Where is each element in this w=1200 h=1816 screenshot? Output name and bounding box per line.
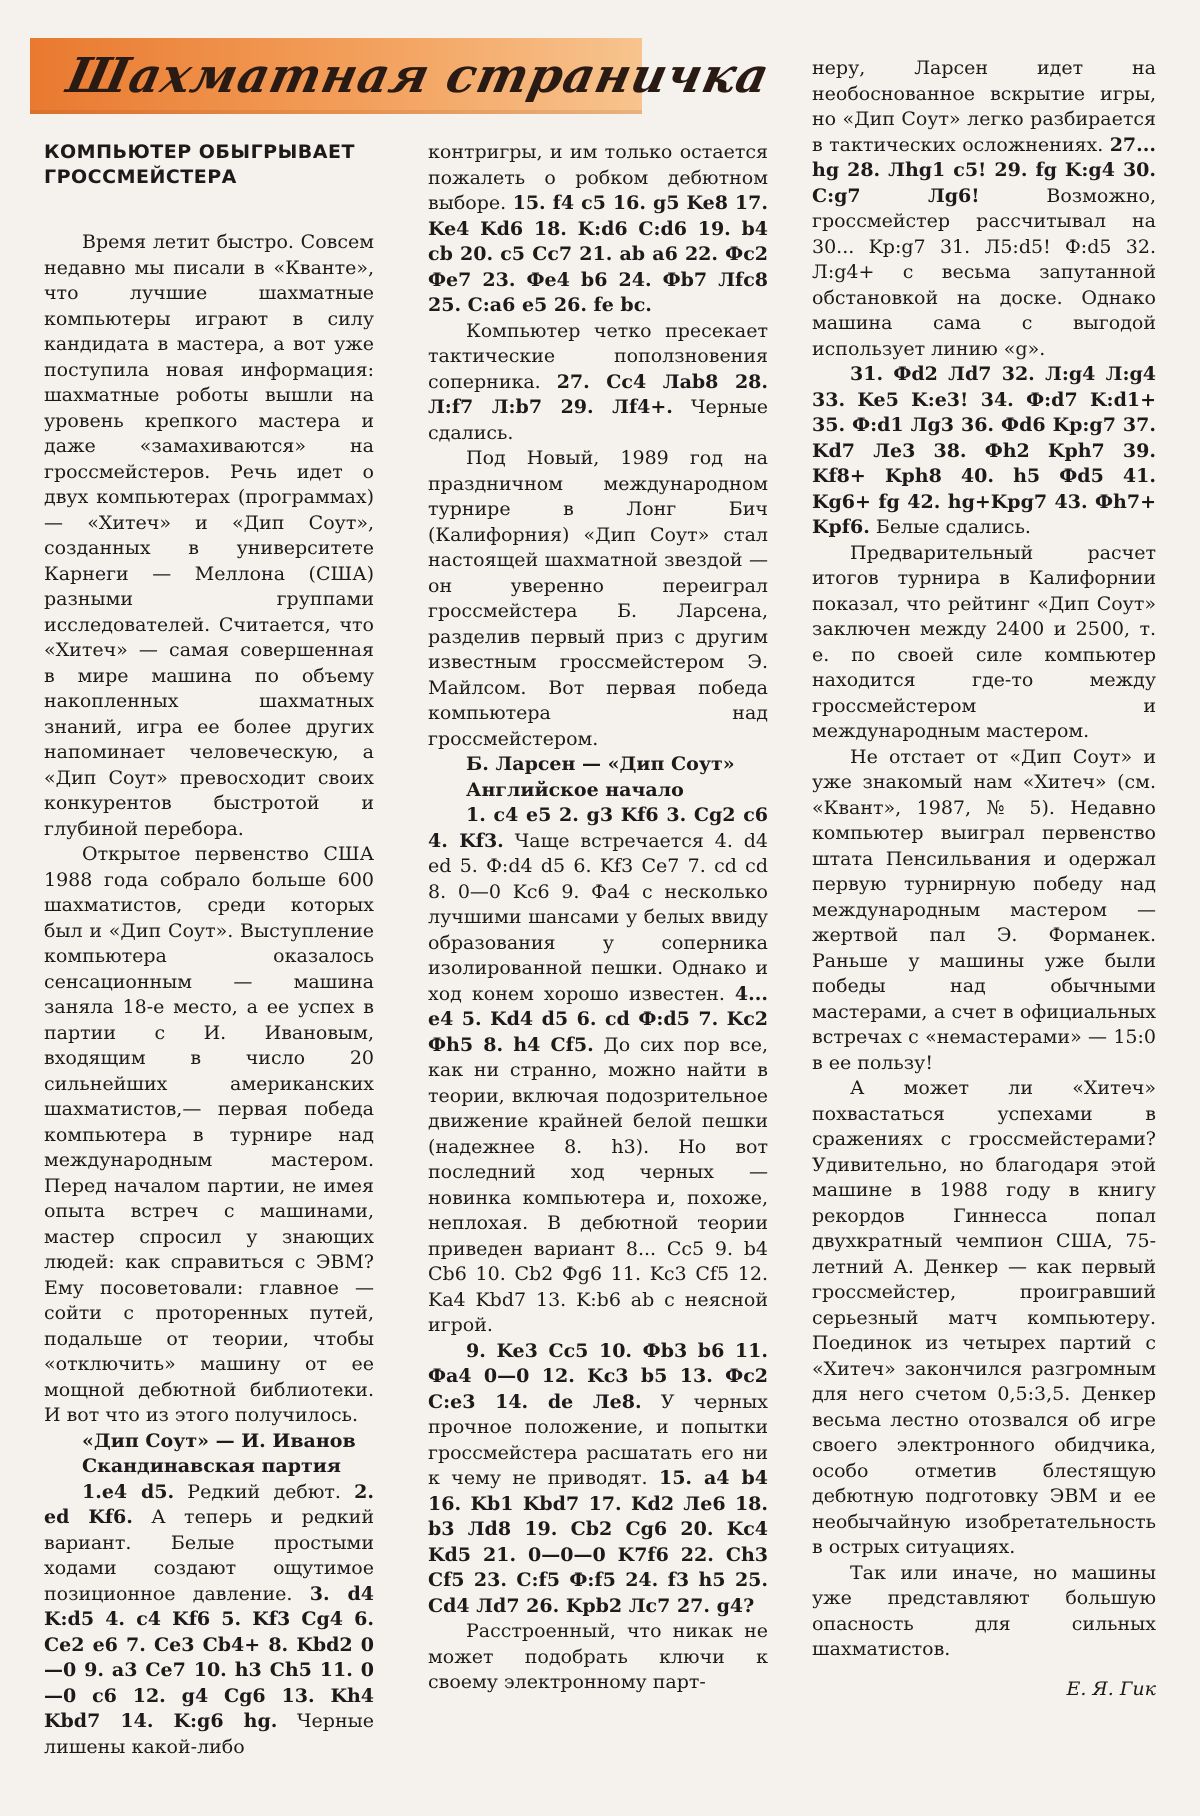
comment: У черных прочное положение, и попытки гроссмейстера расшатать его ни к чему не приводят.: [428, 1390, 768, 1489]
paragraph: [428, 140, 768, 319]
game-1-title: «Дип Соут» — И. Иванов: [82, 1429, 356, 1452]
comment: Компьютер четко пресекает тактические поползновения соперника.: [428, 319, 768, 393]
comment: До сих пор все, как ни странно, можно найти в теории, включая подозрительное движение крайней белой пешки (надежнее 8. h3). Но вот последний ход черных — новинка компьютера и, похоже, неплохая. В дебютной теории приведен вариант 8... Cc5 9. b4 Cb6 10. Cb2 Фg6 11. Kc3 Cf5 12. Ka4 Kbd7 13. K:b6 ab с неясной игрой.: [428, 1033, 769, 1336]
paragraph: Не отстает от «Дип Соут» и уже знакомый нам «Хитеч» (см. «Квант», 1987, № 5). Недавно компьютер выиграл первенство штата Пенсильвания и одержал первую турнирную победу над международным мастером — жертвой пал Э. Форманек. Раньше у машины уже были победы над обычными мастерами, а счет в официальных встречах с «немастерами» — 15:0 в ее пользу!: [812, 745, 1156, 1074]
paragraph: [812, 362, 1156, 541]
paragraph: Предварительный расчет итогов турнира в Калифорнии показал, что рейтинг «Дип Соут» заключен между 2400 и 2500, т. е. по своей силе компьютер находится где-то между гроссмейстером и международным мастером.: [812, 541, 1156, 742]
paragraph: А может ли «Хитеч» похвастаться успехами в сражениях с гроссмейстерами? Удивительно, но благодаря этой машине в 1988 году в книгу рекордов Гиннесса попал двухкратный чемпион США, 75-летний А. Денкер — как первый гроссмейстер, проигравший серьезный матч компьютеру. Поединок из четырех партий с «Хитеч» закончился разгромным для него счетом 0,5:3,5. Денкер весьма лестно отозвался об игре своего электронного обидчика, особо отметив блестящую дебютную подготовку ЭВМ и ее необычайную изобретательность в острых ситуациях.: [812, 1077, 1156, 1558]
moves: 3. d4 K:d5 4. c4 Kf6 5. Kf3 Cg4 6. Ce2 e6 7. Ce3 Cb4+ 8. Kbd2 0—0 9. a3 Ce7 10. h3 Ch5 11. 0—0 c6 12. g4 Cg6 13. Kh4 Kbd7 14. K:g6 hg.: [44, 1582, 374, 1732]
comment: Черные лишены какой-либо: [44, 1710, 374, 1758]
comment: Чаще встречается 4. d4 ed 5. Ф:d4 d5 6. Kf3 Ce7 7. cd cd 8. 0—0 Kc6 9. Фa4 с несколько лучшими шансами у белых ввиду образования у соперника изолированной пешки. Однако и ход конем хорошо известен.: [428, 829, 768, 1005]
comment: Редкий дебют.: [174, 1480, 355, 1503]
moves: 4... e4 5. Kd4 d5 6. cd Ф:d5 7. Kc2 Фh5 8. h4 Cf5.: [428, 982, 768, 1056]
comment: контригры, и им только остается пожалеть о робком дебютном выборе.: [428, 141, 768, 214]
paragraph: Под Новый, 1989 год на праздничном международном турнире в Лонг Бич (Калифорния) «Дип Соут» стал настоящей шахматной звездой — он уверенно переиграл гроссмейстера Б. Ларсена, разделив первый приз с другим известным гроссмейстером Э. Майлсом. Вот первая победа компьютера над гроссмейстером.: [428, 447, 768, 750]
moves: 15. a4 b4 16. Kb1 Kbd7 17. Kd2 Лe6 18. b3 Лd8 19. Cb2 Cg6 20. Kc4 Kd5 21. 0—0—0 K7f6 22. Ch3 Cf5 23. C:f5 Ф:f5 24. f3 h5 25. Cd4 Лd7 26. Kpb2 Лc7 27. g4?: [428, 1467, 768, 1617]
author-signature: Е. Я. Гик: [1066, 1677, 1156, 1700]
moves: 15. f4 c5 16. g5 Ke8 17. Ke4 Kd6 18. K:d6 C:d6 19. b4 cb 20. c5 Cc7 21. ab a6 22. Фc2 Фe7 23. Фe4 b6 24. Фb7 Лfc8 25. C:a6 e5 26. fe bc.: [428, 192, 768, 316]
section-title: Шахматная страничка: [62, 48, 775, 104]
column-1: [44, 140, 374, 1760]
moves: 9. Ke3 Cc5 10. Фb3 b6 11. Фa4 0—0 12. Kc3 b5 13. Фc2 C:e3 14. de Лe8.: [428, 1339, 768, 1413]
comment: Черные сдались.: [428, 396, 768, 444]
moves: 27. Cc4 Лab8 28. Л:f7 Л:b7 29. Лf4+.: [428, 370, 768, 418]
paragraph: [812, 56, 1156, 362]
paragraph: Время летит быстро. Совсем недавно мы писали в «Кванте», что лучшие шахматные компьютеры играют в силу кандидата в мастера, а вот уже поступила новая информация: шахматные роботы вышли на уровень крепкого мастера и даже «замахиваются» на гроссмейстеров. Речь идет о двух компьютерах (программах) — «Хитеч» и «Дип Соут», созданных в университете Карнеги — Меллона (США) разными группами исследователей. Считается, что «Хитеч» — самая совершенная в мире машина по объему накопленных шахматных знаний, игра ее более других напоминает человеческую, а «Дип Соут» превосходит своих конкурентов быстротой и глубиной перебора.: [44, 231, 374, 840]
game-2-moves: [428, 1339, 768, 1620]
comment: А теперь и редкий вариант. Белые простыми ходами создают ощутимое позиционное давление.: [44, 1506, 374, 1605]
section-banner: [30, 38, 775, 114]
article-headline: КОМПЬЮТЕР ОБЫГРЫВАЕТ ГРОССМЕЙСТЕРА: [44, 141, 355, 188]
moves: 27... hg 28. Лhg1 c5! 29. fg K:g4 30. C:g7 Лg6!: [812, 133, 1156, 207]
moves: 31. Фd2 Лd7 32. Л:g4 Л:g4 33. Ke5 K:e3! 34. Ф:d7 K:d1+ 35. Ф:d1 Лg3 36. Фd6 Kp:g7 37. Kd7 Лe3 38. Фh2 Kph7 39. Kf8+ Kph8 40. h5 Фd5 41. Kg6+ fg 42. hg+Kpg7 43. Фh7+ Kpf6.: [812, 363, 1156, 538]
comment: неру, Ларсен идет на необоснованное вскрытие игры, но «Дип Соут» легко разбирается в тактических осложнениях.: [812, 57, 1156, 156]
column-2: [428, 140, 768, 1696]
paragraph: Открытое первенство США 1988 года собрало больше 600 шахматистов, среди которых был и «Дип Соут». Выступление компьютера оказалось сенсационным — машина заняла 18-е место, а ее успех в партии с И. Ивановым, входящим в число 20 сильнейших американских шахматистов,— первая победа компьютера в турнире над международным мастером. Перед началом партии, не имея опыта встреч с машинами, мастер спросил у знающих людей: как справиться с ЭВМ? Ему посоветовали: главное — сойти с проторенных путей, подальше от теории, чтобы «отключить» машину от ее мощной дебютной библиотеки. И вот что из этого получилось.: [44, 843, 374, 1426]
paragraph: Расстроенный, что никак не может подобрать ключи к своему электронному парт-: [428, 1620, 768, 1693]
paragraph: [428, 319, 768, 447]
game-2-title: Б. Ларсен — «Дип Соут»: [466, 753, 735, 775]
game-2-moves: [428, 803, 768, 1339]
comment: Возможно, гроссмейстер рассчитывал на 30... Kp:g7 31. Л5:d5! Ф:d5 32. Л:g4+ с весьма запутанной обстановкой на доске. Однако машина сама с выгодой использует линию «g».: [812, 184, 1156, 360]
moves: 2. ed Kf6.: [44, 1480, 374, 1528]
game-2-opening: Английское начало: [466, 778, 684, 801]
paragraph: Так или иначе, но машины уже представляют большую опасность для сильных шахматистов.: [812, 1561, 1156, 1660]
comment: Белые сдались.: [869, 516, 1031, 538]
moves: 1.e4 d5.: [82, 1480, 175, 1503]
moves: 1. c4 e5 2. g3 Kf6 3. Cg2 c6 4. Kf3.: [428, 804, 768, 852]
game-1-moves: [44, 1480, 374, 1761]
column-3: [812, 56, 1156, 1702]
game-1-opening: Скандинавская партия: [82, 1455, 341, 1477]
